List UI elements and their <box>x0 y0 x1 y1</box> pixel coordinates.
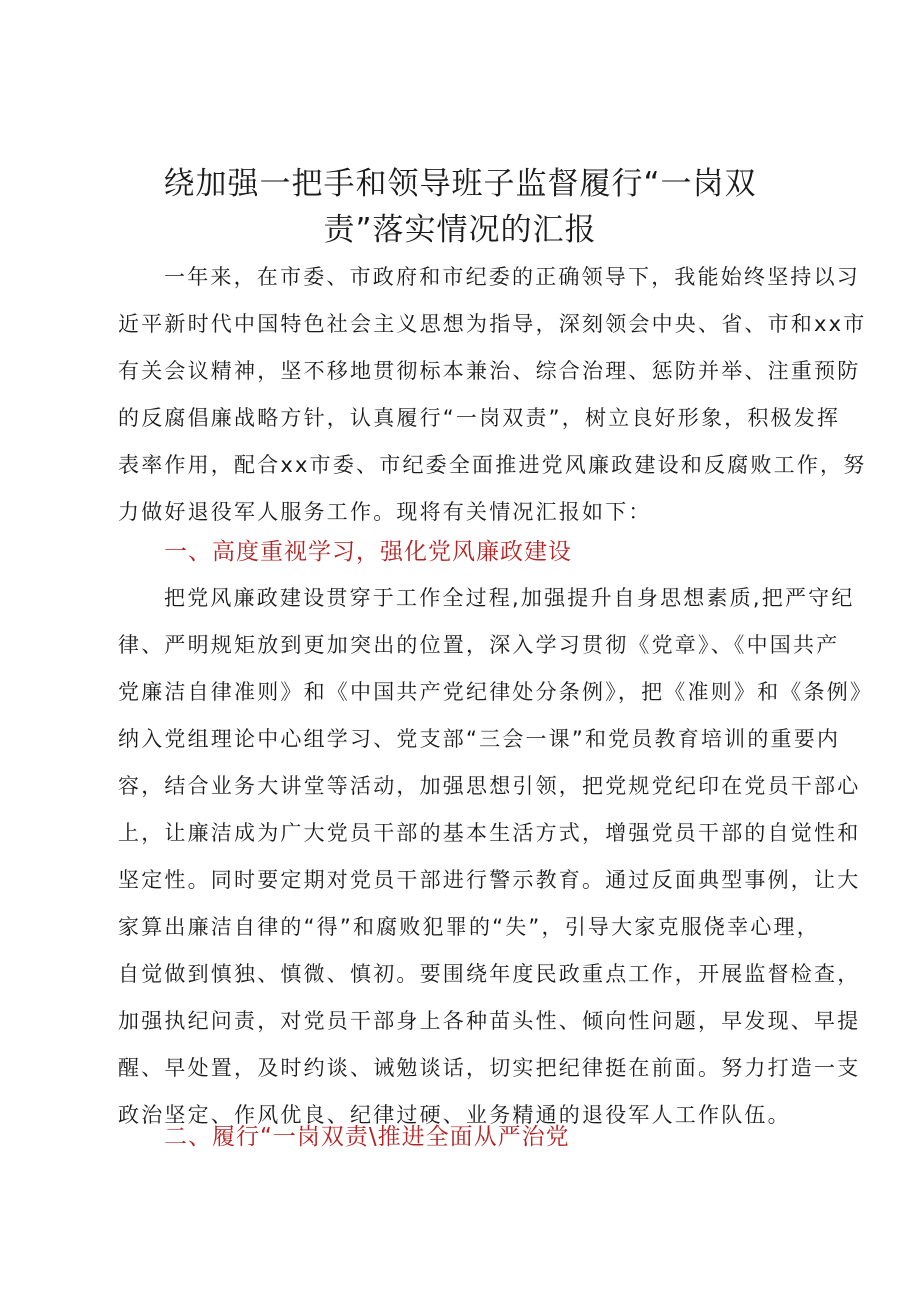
intro-line: 的反腐倡廉战略方针，认真履行“一岗双责”，树立良好形象，积极发挥 <box>118 406 841 430</box>
intro-line: 表率作用，配合xx市委、市纪委全面推进党风廉政建设和反腐败工作，努 <box>118 453 867 477</box>
section-1-line: 律、严明规矩放到更加突出的位置，深入学习贯彻《党章》、《中国共产 <box>118 633 840 657</box>
section-1-line: 容，结合业务大讲堂等活动，加强思想引领，把党规党纪印在党员干部心 <box>118 774 861 798</box>
intro-line: 有关会议精神，坚不移地贯彻标本兼治、综合治理、惩防并举、注重预防 <box>118 359 861 383</box>
section-1-line: 家算出廉洁自律的“得”和腐败犯罪的“失”，引导大家克服侥幸心理， <box>118 915 820 939</box>
intro-paragraph <box>118 254 867 536</box>
section-1-heading: 一、高度重视学习，强化党风廉政建设 <box>164 539 572 565</box>
section-1-line: 加强执纪问责，对党员干部身上各种苗头性、倾向性问题，早发现、早提 <box>118 1009 861 1033</box>
section-1-line: 上，让廉洁成为广大党员干部的基本生活方式，增强党员干部的自觉性和 <box>118 821 861 845</box>
intro-line: 一年来，在市委、市政府和市纪委的正确领导下，我能始终坚持以习 <box>164 265 860 289</box>
document-title-line-2: 责”落实情况的汇报 <box>323 212 597 248</box>
section-1-line: 坚定性。同时要定期对党员干部进行警示教育。通过反面典型事例，让大 <box>118 868 861 892</box>
section-1-paragraph <box>118 575 874 1139</box>
section-2-heading: 二、履行“一岗双责\推进全面从严治党 <box>164 1124 570 1150</box>
section-1-line: 醒、早处置，及时约谈、诫勉谈话，切实把纪律挺在前面。努力打造一支 <box>118 1056 861 1080</box>
intro-line: 力做好退役军人服务工作。现将有关情况汇报如下： <box>118 500 652 524</box>
section-1-line: 党廉洁自律准则》和《中国共产党纪律处分条例》，把《准则》和《条例》 <box>118 680 874 704</box>
intro-line: 近平新时代中国特色社会主义思想为指导，深刻领会中央、省、市和xx市 <box>118 312 867 336</box>
document-title-line-1: 绕加强一把手和领导班子监督履行“一岗双 <box>163 166 757 202</box>
section-1-line: 自觉做到慎独、慎微、慎初。要围绕年度民政重点工作，开展监督检查， <box>118 962 861 986</box>
section-1-line: 政治坚定、作风优良、纪律过硬、业务精通的退役军人工作队伍。 <box>118 1103 791 1127</box>
section-1-line: 把党风廉政建设贯穿于工作全过程,加强提升自身思想素质,把严守纪 <box>164 586 855 610</box>
section-1-line: 纳入党组理论中心组学习、党支部“三会一课”和党员教育培训的重要内 <box>118 727 841 751</box>
